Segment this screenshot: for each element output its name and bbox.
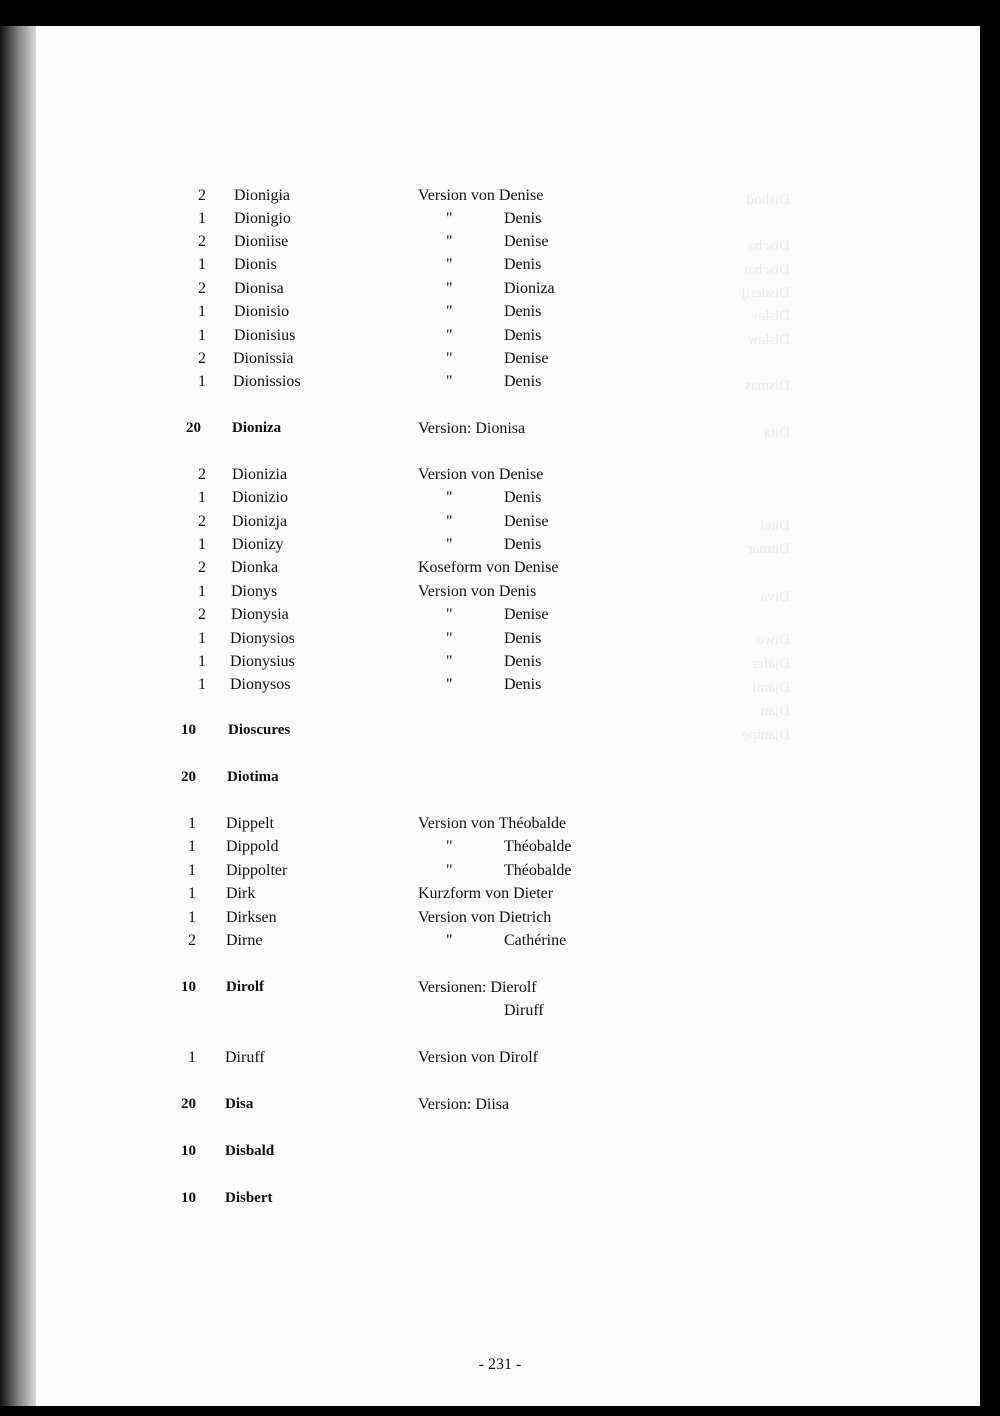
frequency-count: 10 bbox=[181, 722, 196, 738]
frequency-count: 10 bbox=[181, 979, 196, 995]
given-name: Dionizia bbox=[232, 466, 288, 483]
frequency-count: 1 bbox=[198, 653, 206, 670]
page-number: - 231 - bbox=[478, 1356, 522, 1373]
frequency-count: 1 bbox=[198, 303, 206, 320]
name-description: Versionen: Dierolf bbox=[418, 979, 537, 996]
ditto-mark: " bbox=[446, 327, 453, 344]
name-description: Version: Diisa bbox=[418, 1096, 510, 1113]
name-description: Kurzform von Dieter bbox=[418, 885, 554, 902]
list-row bbox=[0, 909, 1000, 931]
given-name: Disbald bbox=[225, 1143, 275, 1159]
list-row bbox=[0, 583, 1000, 605]
ditto-mark: " bbox=[446, 489, 453, 506]
given-name: Diruff bbox=[225, 1049, 265, 1066]
frequency-count: 1 bbox=[188, 885, 196, 902]
list-row bbox=[0, 210, 1000, 232]
list-row bbox=[0, 256, 1000, 278]
reference-name: Denis bbox=[504, 210, 542, 227]
given-name: Dionisa bbox=[234, 280, 284, 297]
reference-name: Denis bbox=[504, 653, 542, 670]
given-name: Dionizja bbox=[232, 513, 288, 530]
given-name: Dirk bbox=[226, 885, 256, 902]
list-row bbox=[0, 885, 1000, 907]
frequency-count: 2 bbox=[198, 233, 206, 250]
frequency-count: 1 bbox=[188, 815, 196, 832]
frequency-count: 20 bbox=[186, 420, 201, 436]
frequency-count: 1 bbox=[198, 630, 206, 647]
given-name: Diotima bbox=[227, 769, 279, 785]
frequency-count: 1 bbox=[198, 583, 206, 600]
given-name: Dirksen bbox=[226, 909, 277, 926]
reference-name: Dioniza bbox=[504, 280, 555, 297]
list-row bbox=[0, 466, 1000, 488]
bleed-through-text: Dislaw bbox=[747, 332, 790, 348]
bleed-through-text: Discha bbox=[748, 238, 790, 254]
ditto-mark: " bbox=[446, 606, 453, 623]
reference-name: Diruff bbox=[504, 1002, 544, 1019]
given-name: Dioniza bbox=[232, 420, 282, 436]
given-name: Dippold bbox=[226, 838, 279, 855]
bleed-through-text: Diva bbox=[760, 589, 790, 605]
given-name: Dionysia bbox=[231, 606, 289, 623]
ditto-mark: " bbox=[446, 838, 453, 855]
bleed-through-text: Djanipe bbox=[742, 727, 790, 743]
name-description: Version von Denis bbox=[418, 583, 537, 600]
given-name: Dionysius bbox=[230, 653, 295, 670]
list-row bbox=[0, 303, 1000, 325]
ditto-mark: " bbox=[446, 513, 453, 530]
reference-name: Denis bbox=[504, 676, 542, 693]
given-name: Dionigia bbox=[234, 187, 290, 204]
list-row bbox=[0, 862, 1000, 884]
frequency-count: 2 bbox=[198, 513, 206, 530]
ditto-mark: " bbox=[446, 862, 453, 879]
bleed-through-text: Dita bbox=[764, 425, 790, 441]
frequency-count: 1 bbox=[188, 909, 196, 926]
list-row bbox=[0, 676, 1000, 698]
bleed-through-text: Dislav bbox=[750, 308, 790, 324]
list-row bbox=[0, 350, 1000, 372]
list-row bbox=[0, 1002, 1000, 1024]
name-description: Koseform von Denise bbox=[418, 559, 559, 576]
given-name: Dionka bbox=[231, 559, 279, 576]
frequency-count: 2 bbox=[198, 280, 206, 297]
list-row bbox=[0, 559, 1000, 581]
reference-name: Denis bbox=[504, 630, 542, 647]
ditto-mark: " bbox=[446, 373, 453, 390]
frequency-count: 1 bbox=[198, 489, 206, 506]
bleed-through-text: Disderij bbox=[741, 285, 790, 301]
reference-name: Denise bbox=[504, 606, 549, 623]
list-row bbox=[0, 1143, 1000, 1165]
frequency-count: 1 bbox=[198, 210, 206, 227]
frequency-count: 1 bbox=[198, 373, 206, 390]
given-name: Dionisio bbox=[234, 303, 290, 320]
frequency-count: 2 bbox=[188, 932, 196, 949]
frequency-count: 2 bbox=[198, 466, 206, 483]
ditto-mark: " bbox=[446, 676, 453, 693]
name-description: Version von Théobalde bbox=[418, 815, 567, 832]
list-row bbox=[0, 373, 1000, 395]
frequency-count: 20 bbox=[181, 769, 196, 785]
reference-name: Théobalde bbox=[504, 862, 572, 879]
ditto-mark: " bbox=[446, 233, 453, 250]
list-row bbox=[0, 420, 1000, 442]
frequency-count: 2 bbox=[198, 559, 206, 576]
reference-name: Denise bbox=[504, 513, 549, 530]
list-row bbox=[0, 233, 1000, 255]
frequency-count: 1 bbox=[198, 536, 206, 553]
ditto-mark: " bbox=[446, 210, 453, 227]
frequency-count: 20 bbox=[181, 1096, 196, 1112]
ditto-mark: " bbox=[446, 256, 453, 273]
list-row bbox=[0, 722, 1000, 744]
bleed-through-text: Diwo bbox=[756, 632, 790, 648]
frequency-count: 1 bbox=[188, 838, 196, 855]
list-row bbox=[0, 815, 1000, 837]
reference-name: Denis bbox=[504, 373, 542, 390]
list-row bbox=[0, 187, 1000, 209]
given-name: Dionizio bbox=[232, 489, 288, 506]
reference-name: Denis bbox=[504, 327, 542, 344]
ditto-mark: " bbox=[446, 536, 453, 553]
bleed-through-text: Djan bbox=[760, 703, 790, 719]
ditto-mark: " bbox=[446, 350, 453, 367]
frequency-count: 1 bbox=[198, 256, 206, 273]
bleed-through-text: Ditel bbox=[760, 518, 790, 534]
list-row bbox=[0, 653, 1000, 675]
list-row bbox=[0, 1049, 1000, 1071]
given-name: Dionigio bbox=[234, 210, 291, 227]
list-row bbox=[0, 932, 1000, 954]
given-name: Dirolf bbox=[226, 979, 265, 995]
given-name: Dippolter bbox=[226, 862, 288, 879]
list-row bbox=[0, 838, 1000, 860]
reference-name: Denis bbox=[504, 536, 542, 553]
bleed-through-text: Djafer bbox=[751, 656, 790, 672]
given-name: Dippelt bbox=[226, 815, 274, 832]
list-row bbox=[0, 979, 1000, 1001]
given-name: Dionys bbox=[231, 583, 278, 600]
list-row bbox=[0, 489, 1000, 511]
reference-name: Théobalde bbox=[504, 838, 572, 855]
name-description: Version von Dirolf bbox=[418, 1049, 538, 1066]
ditto-mark: " bbox=[446, 653, 453, 670]
frequency-count: 1 bbox=[188, 1049, 196, 1066]
reference-name: Denis bbox=[504, 256, 542, 273]
given-name: Dioniise bbox=[234, 233, 289, 250]
ditto-mark: " bbox=[446, 932, 453, 949]
frequency-count: 1 bbox=[198, 327, 206, 344]
reference-name: Cathérine bbox=[504, 932, 567, 949]
frequency-count: 10 bbox=[181, 1190, 196, 1206]
frequency-count: 10 bbox=[181, 1143, 196, 1159]
list-row bbox=[0, 280, 1000, 302]
list-row bbox=[0, 536, 1000, 558]
given-name: Dionizy bbox=[232, 536, 284, 553]
frequency-count: 2 bbox=[198, 350, 206, 367]
name-description: Version: Dionisa bbox=[418, 420, 526, 437]
given-name: Dioscures bbox=[228, 722, 291, 738]
frequency-count: 1 bbox=[188, 862, 196, 879]
given-name: Dionysos bbox=[230, 676, 291, 693]
frequency-count: 2 bbox=[198, 187, 206, 204]
given-name: Disbert bbox=[225, 1190, 273, 1206]
reference-name: Denis bbox=[504, 303, 542, 320]
bleed-through-text: Ditmar bbox=[747, 541, 790, 557]
name-description: Version von Denise bbox=[418, 187, 544, 204]
name-description: Version von Dietrich bbox=[418, 909, 552, 926]
bleed-through-text: Disbod bbox=[746, 192, 790, 208]
list-row bbox=[0, 769, 1000, 791]
given-name: Disa bbox=[225, 1096, 254, 1112]
list-row bbox=[0, 513, 1000, 535]
ditto-mark: " bbox=[446, 630, 453, 647]
bleed-through-text: Dischar bbox=[743, 262, 790, 278]
bleed-through-text: Dismas bbox=[745, 378, 790, 394]
reference-name: Denise bbox=[504, 350, 549, 367]
reference-name: Denis bbox=[504, 489, 542, 506]
list-row bbox=[0, 1190, 1000, 1212]
frequency-count: 2 bbox=[198, 606, 206, 623]
bleed-through-text: Djami bbox=[752, 680, 790, 696]
given-name: Dionissios bbox=[233, 373, 301, 390]
list-row bbox=[0, 1096, 1000, 1118]
given-name: Dionysios bbox=[230, 630, 295, 647]
list-row bbox=[0, 327, 1000, 349]
name-description: Version von Denise bbox=[418, 466, 544, 483]
ditto-mark: " bbox=[446, 280, 453, 297]
list-row bbox=[0, 630, 1000, 652]
ditto-mark: " bbox=[446, 303, 453, 320]
given-name: Dionis bbox=[234, 256, 277, 273]
reference-name: Denise bbox=[504, 233, 549, 250]
list-row bbox=[0, 606, 1000, 628]
given-name: Dirne bbox=[226, 932, 263, 949]
given-name: Dionisius bbox=[234, 327, 296, 344]
frequency-count: 1 bbox=[198, 676, 206, 693]
given-name: Dionissia bbox=[233, 350, 294, 367]
